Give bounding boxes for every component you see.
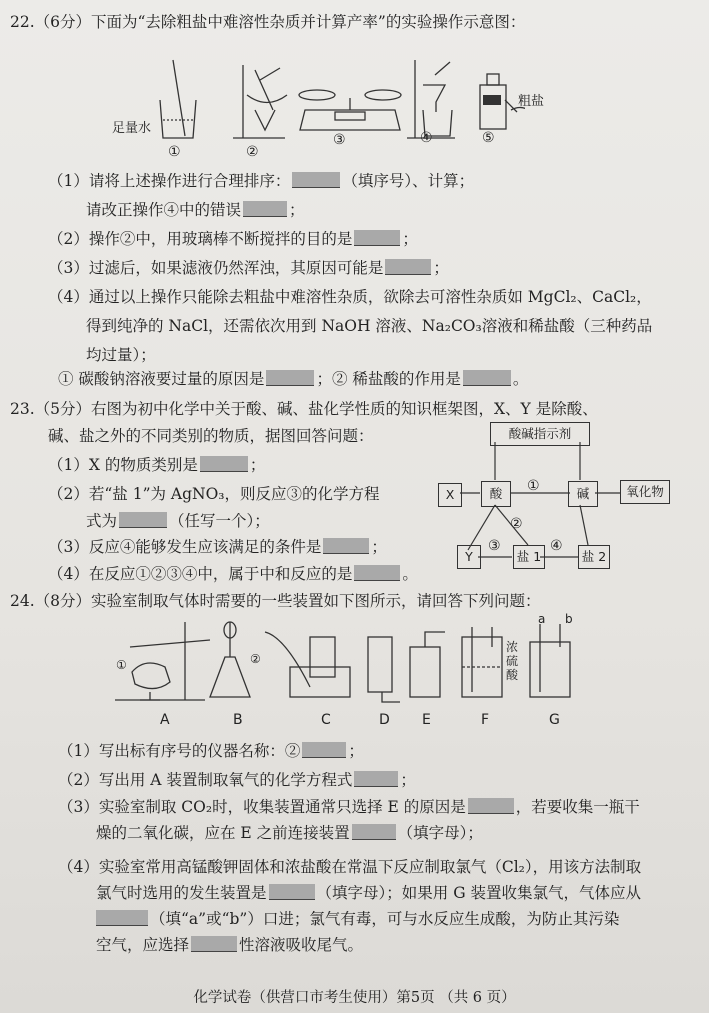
q24-p4-l1: （4）实验室常用高锰酸钾固体和浓盐酸在常温下反应制取氯气（Cl₂），用该方法制取 [58, 858, 642, 876]
answer-blank[interactable] [96, 910, 148, 926]
q22-p3: （3）过滤后，如果滤液仍然浑浊，其原因可能是 ； [48, 259, 449, 277]
apparatus-F: F [481, 712, 490, 728]
node-oxide: 氧化物 [620, 480, 670, 504]
apparatus-E: E [422, 712, 431, 728]
answer-blank[interactable] [119, 512, 167, 528]
fig-label-3: ③ [333, 132, 346, 148]
label-1: ① [116, 658, 127, 672]
node-indicator: 酸碱指示剂 [490, 422, 590, 446]
apparatus-D: D [379, 712, 390, 728]
q23-p3: （3）反应④能够发生应该满足的条件是 ； [48, 538, 387, 556]
q22-p1a: （1）请将上述操作进行合理排序： （填序号）、计算； [48, 172, 475, 190]
q24-p4-l2: 氯气时选用的发生装置是 （填字母）；如果用 G 装置收集氯气，气体应从 [96, 884, 642, 902]
q23-p2-l1: （2）若“盐 1”为 AgNO₃，则反应③的化学方程 [48, 485, 380, 503]
node-x: X [438, 483, 462, 507]
q24-p3-l1: （3）实验室制取 CO₂时，收集装置通常只选择 E 的原因是 ，若要收集一瓶干 [58, 798, 640, 816]
node-salt2: 盐 2 [578, 545, 610, 569]
q22-p4-l2: 得到纯净的 NaCl，还需依次用到 NaOH 溶液、Na₂CO₃溶液和稀盐酸（三种药品 [86, 317, 653, 335]
reaction-3: ③ [488, 538, 501, 554]
fig-label-1: ① [168, 144, 181, 160]
label-salt: 粗盐 [518, 94, 545, 109]
answer-blank[interactable] [292, 172, 340, 188]
answer-blank[interactable] [200, 456, 248, 472]
answer-blank[interactable] [266, 370, 314, 386]
q24-p4-l4: 空气，应选择 性溶液吸收尾气。 [96, 936, 364, 954]
answer-blank[interactable] [352, 824, 396, 840]
apparatus-B: B [233, 712, 243, 728]
reaction-4: ④ [550, 538, 563, 554]
q24-p4-l3: （填“a”或“b”）口进；氯气有毒，可与水反应生成酸，为防止其污染 [96, 909, 619, 929]
q22-title: 22.（6分）下面为“去除粗盐中难溶性杂质并计算产率”的实验操作示意图： [10, 13, 526, 31]
fig-label-2: ② [246, 144, 259, 160]
q24-p3-l2: 燥的二氧化碳，应在 E 之前连接装置 （填字母）； [96, 824, 483, 842]
answer-blank[interactable] [354, 771, 398, 787]
q24-p1: （1）写出标有序号的仪器名称：② ； [58, 742, 364, 760]
label-2: ② [250, 652, 261, 666]
q23-p1: （1）X 的物质类别是 ； [48, 456, 266, 474]
apparatus-G: G [549, 712, 560, 728]
answer-blank[interactable] [385, 259, 431, 275]
answer-blank[interactable] [354, 565, 400, 581]
q22-p1b: 请改正操作④中的错误 ； [86, 201, 305, 219]
node-y: Y [457, 545, 481, 569]
label-b: b [565, 612, 573, 626]
page-footer: 化学试卷（供营口市考生使用）第5页 （共 6 页） [193, 990, 516, 1006]
node-base: 碱 [568, 481, 598, 507]
q22-p4-l1: （4）通过以上操作只能除去粗盐中难溶性杂质，欲除去可溶性杂质如 MgCl₂、CaCl₂， [48, 288, 652, 306]
q23-p2-l2: 式为 （任写一个）； [86, 512, 270, 530]
q22-p2: （2）操作②中，用玻璃棒不断搅拌的目的是 ； [48, 230, 418, 248]
q22-p4-l4: ① 碳酸钠溶液要过量的原因是 ；② 稀盐酸的作用是 。 [58, 370, 529, 388]
apparatus-C: C [321, 712, 331, 728]
q23-p4: （4）在反应①②③④中，属于中和反应的是 。 [48, 565, 418, 583]
answer-blank[interactable] [243, 201, 287, 217]
q24-title: 24.（8分）实验室制取气体时需要的一些装置如下图所示，请回答下列问题： [10, 592, 541, 610]
q22-p4-l3: 均过量）； [86, 346, 156, 364]
reaction-1: ① [527, 478, 540, 494]
answer-blank[interactable] [191, 936, 237, 952]
answer-blank[interactable] [323, 538, 369, 554]
label-water: 足量水 [112, 121, 152, 136]
label-a: a [538, 612, 546, 626]
fig-label-5: ⑤ [482, 130, 495, 146]
reaction-2: ② [510, 516, 523, 532]
fig-label-4: ④ [420, 130, 433, 146]
answer-blank[interactable] [354, 230, 400, 246]
answer-blank[interactable] [468, 798, 514, 814]
node-acid: 酸 [481, 481, 511, 507]
node-salt1: 盐 1 [513, 545, 545, 569]
q24-p2: （2）写出用 A 装置制取氧气的化学方程式 ； [58, 771, 416, 789]
q23-title2: 碱、盐之外的不同类别的物质，据图回答问题： [48, 427, 374, 445]
answer-blank[interactable] [269, 884, 315, 900]
q23-title: 23.（5分）右图为初中化学中关于酸、碱、盐化学性质的知识框架图，X、Y 是除酸、 [10, 400, 598, 418]
apparatus-A: A [160, 712, 170, 728]
label-conc-acid: 浓硫酸 [506, 640, 519, 682]
answer-blank[interactable] [463, 370, 511, 386]
answer-blank[interactable] [302, 742, 346, 758]
